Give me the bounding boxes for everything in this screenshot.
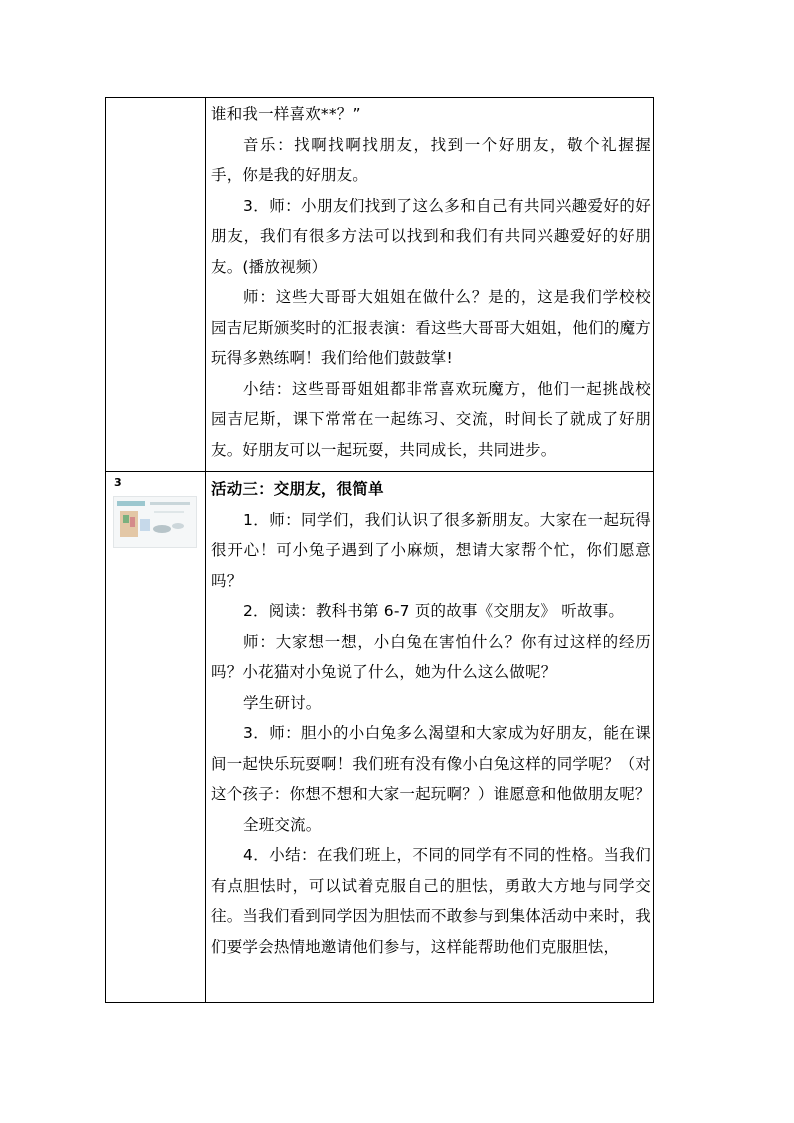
- paragraph: 学生研讨。: [243, 693, 322, 712]
- table-border-right: [653, 97, 654, 1003]
- slide-thumbnail: [113, 496, 197, 548]
- table-border-left: [105, 97, 106, 1003]
- table-column-divider: [205, 97, 206, 1003]
- paragraph: 音乐：找啊找啊找朋友，找到一个好朋友，敬个礼握握手，你是我的好朋友。: [211, 135, 651, 184]
- paragraph: 1．师：同学们，我们认识了很多新朋友。大家在一起玩得很开心！可小兔子遇到了小麻烦，想请大家帮个忙，你们愿意吗？: [211, 510, 651, 590]
- step-number: 3: [114, 476, 122, 489]
- paragraph: 师：大家想一想，小白兔在害怕什么？你有过这样的经历吗？小花猫对小兔说了什么，她为什么这么做呢？: [211, 632, 651, 681]
- table-border-bottom: [105, 1002, 654, 1003]
- paragraph: 2．阅读：教科书第 6-7 页的故事《交朋友》 听故事。: [243, 602, 625, 620]
- paragraph: 全班交流。: [243, 815, 322, 834]
- paragraph: 3．师：小朋友们找到了这么多和自己有共同兴趣爱好的好朋友，我们有很多方法可以找到和我们有共同兴趣爱好的好朋友。(播放视频）: [211, 196, 651, 276]
- paragraph: 4．小结：在我们班上，不同的同学有不同的性格。当我们有点胆怯时，可以试着克服自己的胆怯，勇敢大方地与同学交往。当我们看到同学因为胆怯而不敢参与到集体活动中来时，我们要学会热情地邀请他们参与，这样能帮助他们克服胆怯，: [211, 846, 651, 956]
- paragraph: 小结：这些哥哥姐姐都非常喜欢玩魔方，他们一起挑战校园吉尼斯，课下常常在一起练习、交流，时间长了就成了好朋友。好朋友可以一起玩耍，共同成长，共同进步。: [211, 379, 651, 459]
- paragraph: 3．师：胆小的小白兔多么渴望和大家成为好朋友，能在课间一起快乐玩耍啊！我们班有没有像小白兔这样的同学呢？（对这个孩子：你想不想和大家一起玩啊？）谁愿意和他做朋友呢？: [211, 724, 651, 803]
- activity3-content: [211, 474, 651, 962]
- table-border-top: [105, 97, 654, 98]
- paragraph: 师：这些大哥哥大姐姐在做什么？是的，这是我们学校校园吉尼斯颁奖时的汇报表演：看这些大哥哥大姐姐，他们的魔方玩得多熟练啊！我们给他们鼓鼓掌!: [211, 288, 651, 367]
- slide-thumbnail-image: [114, 497, 196, 547]
- activity-title: 活动三：交朋友，很简单: [211, 480, 384, 498]
- paragraph: 谁和我一样喜欢**？”: [211, 105, 361, 123]
- table-row-divider: [105, 471, 654, 472]
- top-row-content: [211, 99, 651, 465]
